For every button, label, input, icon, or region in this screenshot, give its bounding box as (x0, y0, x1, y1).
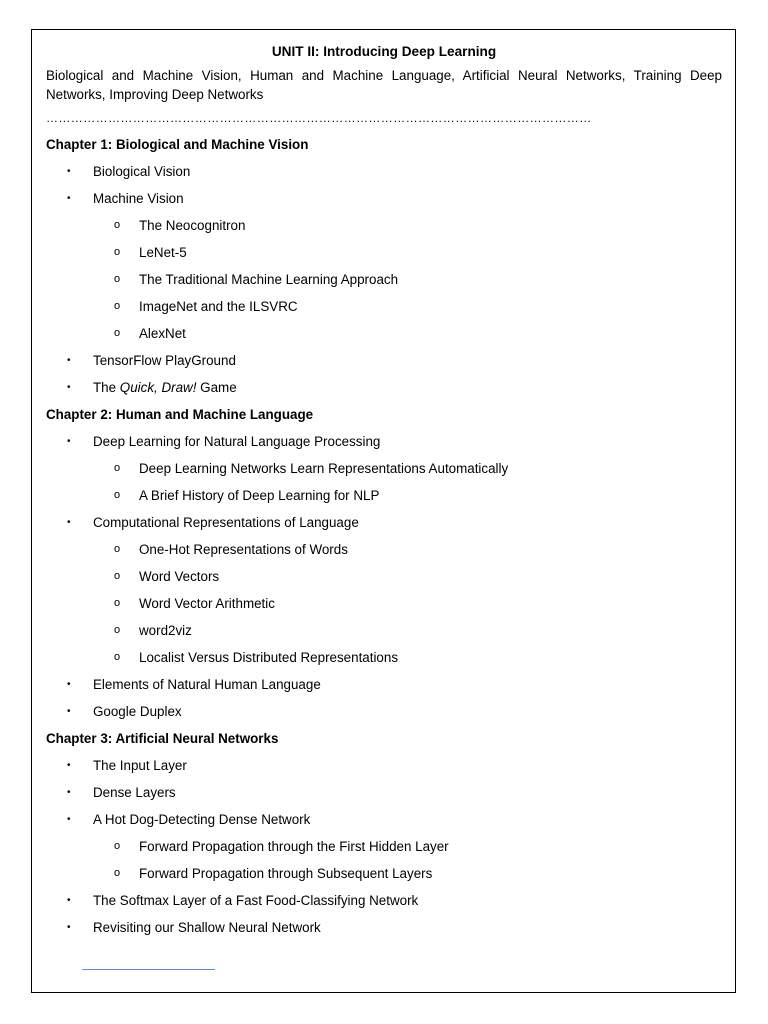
item-italic-title: Quick, Draw! (119, 380, 197, 395)
circle-bullet-icon: o (114, 840, 121, 852)
circle-bullet-icon: o (114, 543, 121, 555)
list-item (46, 914, 722, 941)
sub-list-item (46, 617, 722, 644)
sub-list-item (46, 833, 722, 860)
chapter-heading: Chapter 1: Biological and Machine Vision (46, 137, 309, 152)
circle-bullet-icon: o (114, 273, 121, 285)
item-label: Machine Vision (93, 191, 184, 206)
item-label: Deep Learning for Natural Language Processing (93, 434, 381, 449)
sub-list-item (46, 860, 722, 887)
item-label: Google Duplex (93, 704, 182, 719)
list-item (46, 185, 722, 212)
circle-bullet-icon: o (114, 597, 121, 609)
bullet-icon: • (67, 679, 71, 690)
item-label: The Input Layer (93, 758, 187, 773)
footnote-rule (82, 969, 215, 970)
item-label: Forward Propagation through the First Hidden Layer (139, 839, 449, 854)
circle-bullet-icon: o (114, 300, 121, 312)
bullet-icon: • (67, 382, 71, 393)
bullet-icon: • (67, 760, 71, 771)
item-label: ImageNet and the ILSVRC (139, 299, 298, 314)
list-item (46, 779, 722, 806)
chapter-heading: Chapter 3: Artificial Neural Networks (46, 731, 279, 746)
item-label: The Neocognitron (139, 218, 246, 233)
bullet-icon: • (67, 895, 71, 906)
bullet-icon: • (67, 355, 71, 366)
list-item (46, 509, 722, 536)
sub-list-item (46, 212, 722, 239)
circle-bullet-icon: o (114, 246, 121, 258)
item-label: word2viz (139, 623, 192, 638)
item-label: The Softmax Layer of a Fast Food-Classifying Network (93, 893, 419, 908)
sub-list-item (46, 644, 722, 671)
item-label: Deep Learning Networks Learn Representations Automatically (139, 461, 509, 476)
item-prefix: The (93, 380, 120, 395)
sub-list-item (46, 266, 722, 293)
list-item (46, 347, 722, 374)
list-item (46, 806, 722, 833)
document-content (46, 41, 722, 941)
circle-bullet-icon: o (114, 624, 121, 636)
list-item (46, 671, 722, 698)
item-label: Biological Vision (93, 164, 191, 179)
list-item (46, 374, 722, 401)
item-label: One-Hot Representations of Words (139, 542, 348, 557)
item-label: Elements of Natural Human Language (93, 677, 321, 692)
item-label: Forward Propagation through Subsequent Layers (139, 866, 433, 881)
dotted-separator: …………………………………………………………………………………………………………………… (46, 111, 592, 125)
bullet-icon: • (67, 436, 71, 447)
sub-list-item (46, 293, 722, 320)
item-label: Localist Versus Distributed Representations (139, 650, 399, 665)
sub-list-item (46, 320, 722, 347)
item-label: Word Vector Arithmetic (139, 596, 275, 611)
chapter-heading: Chapter 2: Human and Machine Language (46, 407, 314, 422)
item-label: Dense Layers (93, 785, 176, 800)
circle-bullet-icon: o (114, 462, 121, 474)
list-item (46, 428, 722, 455)
item-label: Game (200, 380, 237, 395)
bullet-icon: • (67, 706, 71, 717)
sub-list-item (46, 239, 722, 266)
item-label: A Brief History of Deep Learning for NLP (139, 488, 380, 503)
bullet-icon: • (67, 814, 71, 825)
list-item (46, 887, 722, 914)
item-label: AlexNet (139, 326, 186, 341)
unit-title: UNIT II: Introducing Deep Learning (271, 44, 497, 59)
circle-bullet-icon: o (114, 219, 121, 231)
list-item (46, 698, 722, 725)
bullet-icon: • (67, 922, 71, 933)
circle-bullet-icon: o (114, 327, 121, 339)
item-label: Word Vectors (139, 569, 220, 584)
item-label: Revisiting our Shallow Neural Network (93, 920, 321, 935)
unit-overview: Biological and Machine Vision, Human and Machine Language, Artificial Neural Networks, Training Deep Networks, Improving Deep Networks (46, 68, 722, 102)
bullet-icon: • (67, 787, 71, 798)
bullet-icon: • (67, 193, 71, 204)
circle-bullet-icon: o (114, 867, 121, 879)
list-item (46, 158, 722, 185)
item-label: The Traditional Machine Learning Approach (139, 272, 399, 287)
sub-list-item (46, 482, 722, 509)
item-label: Computational Representations of Language (93, 515, 359, 530)
list-item (46, 752, 722, 779)
bullet-icon: • (67, 166, 71, 177)
circle-bullet-icon: o (114, 570, 121, 582)
item-label: LeNet-5 (139, 245, 187, 260)
item-label: TensorFlow PlayGround (93, 353, 236, 368)
sub-list-item (46, 590, 722, 617)
sub-list-item (46, 536, 722, 563)
sub-list-item (46, 563, 722, 590)
bullet-icon: • (67, 517, 71, 528)
circle-bullet-icon: o (114, 651, 121, 663)
item-label: A Hot Dog-Detecting Dense Network (93, 812, 311, 827)
sub-list-item (46, 455, 722, 482)
chapter-list (46, 131, 722, 941)
circle-bullet-icon: o (114, 489, 121, 501)
